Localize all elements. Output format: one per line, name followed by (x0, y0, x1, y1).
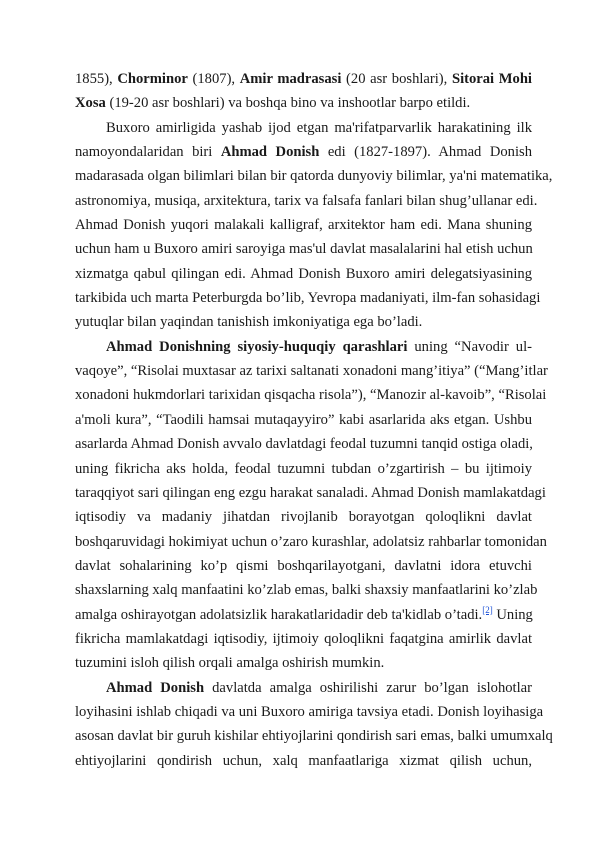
text-line: fikricha mamlakatdagi iqtisodiy, ijtimoiy qoloqlikni faqatgina amirlik davlat (75, 630, 532, 647)
bold-term: Amir madrasasi (239, 71, 342, 87)
text-line: a'moli kura”, “Taodili hamsai mutaqayyiro” kabi asarlarida aks etgan. Ushbu (75, 411, 532, 428)
text-line: xonadoni hukmdorlari tarixidan qisqacha risola”), “Manozir al-kavoib”, “Risolai (75, 387, 547, 404)
text-span: (1807), (187, 71, 240, 87)
bold-term: Sitorai Mohi (451, 71, 532, 87)
text-line: madarasada olgan bilimlari bilan bir qatorda dunyoviy bilimlar, ya'ni matematika, (75, 168, 553, 185)
text-span: amalga oshirayotgan adolatsizlik harakatlaridadir deb ta'kidlab o’tadi. (75, 606, 483, 623)
text-line: astronomiya, musiqa, arxitektura, tarix va falsafa fanlari bilan shug’ullanar edi. (75, 192, 538, 209)
text-line: davlat sohalarining ko’p qismi boshqarilayotgani, davlatni idora etuvchi (75, 557, 532, 574)
text-line: boshqaruvidagi hokimiyat uchun o’zaro kurashlar, adolatsiz rahbarlar tomonidan (75, 533, 547, 550)
text-line (75, 91, 532, 115)
text-line: vaqoye”, “Risolai muxtasar az tarixi saltanati xonadoni mang’itiya” (“Mang’itlar (75, 363, 548, 380)
text-span: (19-20 asr boshlari) va boshqa bino va inshootlar barpo etildi. (105, 95, 471, 112)
paragraph-start-line: Buxoro amirligida yashab ijod etgan ma'rifatparvarlik harakatining ilk (106, 119, 532, 136)
text-line: uchun ham u Buxoro amiri saroyiga mas'ul davlat masalalarini hal etish uchun (75, 241, 533, 258)
footnote-ref[interactable] (482, 605, 493, 615)
bold-term: Xosa (75, 95, 106, 112)
text-line (75, 603, 532, 627)
bold-term: Ahmad Donish (106, 679, 205, 696)
text-span: namoyondalaridan biri (75, 144, 221, 161)
text-span: edi (1827-1897). Ahmad Donish (319, 144, 532, 161)
text-line (75, 67, 532, 91)
text-line: taraqqiyot sari qilingan eng ezgu harakat sanaladi. Ahmad Donish mamlakatdagi (75, 484, 546, 501)
text-line: loyihasini ishlab chiqadi va uni Buxoro amiriga tavsiya etadi. Donish loyihasiga (75, 703, 544, 720)
text-line (75, 140, 532, 164)
text-line: tarkibida uch marta Peterburgda bo’lib, Yevropa madaniyati, ilm-fan sohasidagi (75, 290, 541, 307)
text-line: shaxslarning xalq manfaatini ko’zlab emas, balki shaxsiy manfaatlarini ko’zlab (75, 582, 538, 599)
text-line: tuzumini isloh qilish orqali amalga oshirish mumkin. (75, 655, 385, 672)
text-line: uning fikricha aks holda, feodal tuzumni tubdan o’zgartirish – bu ijtimoiy (75, 460, 532, 477)
text-line: iqtisodiy va madaniy jihatdan rivojlanib borayotgan qoloqlikni davlat (75, 509, 532, 526)
text-line: ehtiyojlarini qondirish uchun, xalq manfaatlariga xizmat qilish uchun, (75, 752, 532, 769)
text-span: davlatda amalga oshirilishi zarur bo’lgan islohotlar (204, 679, 532, 696)
text-line: asarlarda Ahmad Donish avvalo davlatdagi feodal tuzumni tanqid ostiga oladi, (75, 436, 533, 453)
text-span: 1855), (75, 71, 118, 87)
text-line: asosan davlat bir guruh kishilar ehtiyojlarini qondirish sari emas, balki umumxalq (75, 728, 553, 745)
bold-term: Chorminor (117, 71, 188, 87)
text-span: (20 asr boshlari), (341, 71, 452, 87)
paragraph-start-line (75, 335, 532, 359)
paragraph-start-line (75, 676, 532, 700)
text-line: Ahmad Donish yuqori malakali kalligraf, arxitektor ham edi. Mana shuning (75, 217, 532, 234)
footnote-link[interactable]: [2] (482, 604, 493, 615)
text-span: uning “Navodir ul- (407, 338, 532, 355)
bold-term: Ahmad Donish (220, 144, 320, 161)
text-line: yutuqlar bilan yaqindan tanishish imkoniyatiga ega bo’ladi. (75, 314, 423, 331)
bold-term: Ahmad Donishning siyosiy-huquqiy qarashlari (106, 338, 408, 355)
text-span: Uning (492, 606, 533, 623)
text-line: xizmatga qabul qilingan edi. Ahmad Donish Buxoro amiri delegatsiyasining (75, 265, 532, 282)
